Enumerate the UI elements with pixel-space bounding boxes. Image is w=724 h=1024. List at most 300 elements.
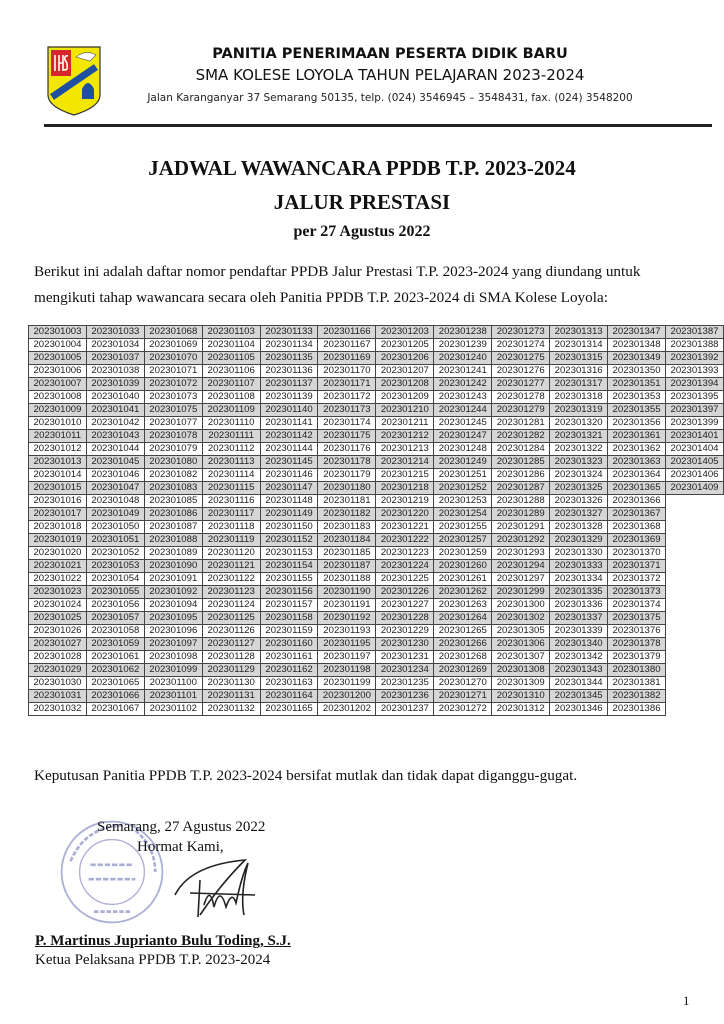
applicant-number-cell: 202301037 <box>86 352 144 365</box>
applicant-number-cell: 202301114 <box>202 469 260 482</box>
applicant-number-cell: 202301149 <box>260 508 318 521</box>
applicant-number-cell: 202301374 <box>608 599 666 612</box>
applicant-number-cell: 202301223 <box>376 547 434 560</box>
applicant-number-cell: 202301406 <box>666 469 724 482</box>
applicant-number-cell: 202301041 <box>86 404 144 417</box>
applicant-number-cell: 202301213 <box>376 443 434 456</box>
applicant-number-cell: 202301047 <box>86 482 144 495</box>
applicant-number-cell: 202301192 <box>318 612 376 625</box>
applicant-number-cell: 202301247 <box>434 430 492 443</box>
applicant-number-cell: 202301270 <box>434 677 492 690</box>
empty-cell <box>666 586 724 599</box>
applicant-number-cell: 202301254 <box>434 508 492 521</box>
applicant-number-cell: 202301073 <box>144 391 202 404</box>
applicant-number-cell: 202301015 <box>29 482 87 495</box>
applicant-number-cell: 202301347 <box>608 326 666 339</box>
table-row <box>29 391 724 404</box>
applicant-number-cell: 202301371 <box>608 560 666 573</box>
applicant-number-cell: 202301167 <box>318 339 376 352</box>
applicant-number-cell: 202301299 <box>492 586 550 599</box>
applicant-number-cell: 202301123 <box>202 586 260 599</box>
applicant-number-cell: 202301264 <box>434 612 492 625</box>
applicant-number-cell: 202301119 <box>202 534 260 547</box>
applicant-number-cell: 202301226 <box>376 586 434 599</box>
applicant-number-cell: 202301080 <box>144 456 202 469</box>
applicant-number-cell: 202301392 <box>666 352 724 365</box>
document-title: JADWAL WAWANCARA PPDB T.P. 2023-2024 <box>148 156 576 180</box>
applicant-number-cell: 202301282 <box>492 430 550 443</box>
applicant-number-cell: 202301062 <box>86 664 144 677</box>
applicant-number-cell: 202301350 <box>608 365 666 378</box>
applicant-number-cell: 202301108 <box>202 391 260 404</box>
applicant-number-cell: 202301245 <box>434 417 492 430</box>
applicant-number-cell: 202301129 <box>202 664 260 677</box>
applicant-number-cell: 202301139 <box>260 391 318 404</box>
applicant-number-cell: 202301224 <box>376 560 434 573</box>
applicant-number-cell: 202301337 <box>550 612 608 625</box>
applicant-number-cell: 202301067 <box>86 703 144 716</box>
handwritten-signature <box>170 855 260 925</box>
applicant-number-cell: 202301334 <box>550 573 608 586</box>
applicant-number-cell: 202301259 <box>434 547 492 560</box>
applicant-number-cell: 202301314 <box>550 339 608 352</box>
applicant-number-cell: 202301009 <box>29 404 87 417</box>
table-row <box>29 703 724 716</box>
applicant-number-cell: 202301193 <box>318 625 376 638</box>
applicant-number-cell: 202301082 <box>144 469 202 482</box>
applicant-number-cell: 202301225 <box>376 573 434 586</box>
applicant-number-cell: 202301161 <box>260 651 318 664</box>
applicant-number-cell: 202301340 <box>550 638 608 651</box>
applicant-number-cell: 202301335 <box>550 586 608 599</box>
empty-cell <box>666 625 724 638</box>
empty-cell <box>666 664 724 677</box>
applicant-number-cell: 202301375 <box>608 612 666 625</box>
applicant-number-cell: 202301072 <box>144 378 202 391</box>
applicant-number-cell: 202301079 <box>144 443 202 456</box>
document-date: per 27 Agustus 2022 <box>293 223 431 240</box>
empty-cell <box>666 599 724 612</box>
applicant-number-cell: 202301049 <box>86 508 144 521</box>
applicant-number-cell: 202301046 <box>86 469 144 482</box>
applicant-number-cell: 202301376 <box>608 625 666 638</box>
applicant-number-table <box>28 325 724 716</box>
applicant-number-cell: 202301137 <box>260 378 318 391</box>
table-row <box>29 404 724 417</box>
applicant-number-cell: 202301315 <box>550 352 608 365</box>
applicant-number-cell: 202301215 <box>376 469 434 482</box>
applicant-number-cell: 202301120 <box>202 547 260 560</box>
table-row <box>29 508 724 521</box>
applicant-number-cell: 202301279 <box>492 404 550 417</box>
applicant-number-cell: 202301013 <box>29 456 87 469</box>
applicant-number-cell: 202301052 <box>86 547 144 560</box>
empty-cell <box>666 573 724 586</box>
applicant-number-cell: 202301275 <box>492 352 550 365</box>
applicant-number-cell: 202301330 <box>550 547 608 560</box>
applicant-number-cell: 202301190 <box>318 586 376 599</box>
applicant-number-cell: 202301387 <box>666 326 724 339</box>
applicant-number-cell: 202301205 <box>376 339 434 352</box>
table-row <box>29 573 724 586</box>
applicant-number-cell: 202301118 <box>202 521 260 534</box>
applicant-number-cell: 202301206 <box>376 352 434 365</box>
applicant-number-cell: 202301409 <box>666 482 724 495</box>
applicant-number-cell: 202301349 <box>608 352 666 365</box>
applicant-number-cell: 202301160 <box>260 638 318 651</box>
applicant-number-cell: 202301248 <box>434 443 492 456</box>
applicant-number-cell: 202301306 <box>492 638 550 651</box>
applicant-number-cell: 202301188 <box>318 573 376 586</box>
applicant-number-cell: 202301182 <box>318 508 376 521</box>
applicant-number-cell: 202301176 <box>318 443 376 456</box>
applicant-number-cell: 202301169 <box>318 352 376 365</box>
table-row <box>29 521 724 534</box>
applicant-number-cell: 202301164 <box>260 690 318 703</box>
applicant-number-cell: 202301133 <box>260 326 318 339</box>
applicant-number-cell: 202301095 <box>144 612 202 625</box>
applicant-number-cell: 202301024 <box>29 599 87 612</box>
applicant-number-cell: 202301308 <box>492 664 550 677</box>
school-logo <box>46 45 102 117</box>
applicant-number-cell: 202301211 <box>376 417 434 430</box>
applicant-number-cell: 202301004 <box>29 339 87 352</box>
applicant-number-cell: 202301022 <box>29 573 87 586</box>
applicant-number-cell: 202301323 <box>550 456 608 469</box>
applicant-number-cell: 202301088 <box>144 534 202 547</box>
applicant-number-cell: 202301173 <box>318 404 376 417</box>
table-row <box>29 664 724 677</box>
applicant-number-cell: 202301379 <box>608 651 666 664</box>
applicant-number-cell: 202301054 <box>86 573 144 586</box>
applicant-number-cell: 202301125 <box>202 612 260 625</box>
applicant-number-cell: 202301386 <box>608 703 666 716</box>
applicant-number-cell: 202301070 <box>144 352 202 365</box>
table-row <box>29 599 724 612</box>
applicant-number-cell: 202301159 <box>260 625 318 638</box>
applicant-number-cell: 202301317 <box>550 378 608 391</box>
applicant-number-cell: 202301153 <box>260 547 318 560</box>
applicant-number-cell: 202301184 <box>318 534 376 547</box>
applicant-number-cell: 202301033 <box>86 326 144 339</box>
letterhead-organization: PANITIA PENERIMAAN PESERTA DIDIK BARU <box>212 46 568 62</box>
applicant-number-cell: 202301318 <box>550 391 608 404</box>
applicant-number-cell: 202301202 <box>318 703 376 716</box>
applicant-number-cell: 202301092 <box>144 586 202 599</box>
signatory-position: Ketua Pelaksana PPDB T.P. 2023-2024 <box>35 952 271 968</box>
applicant-number-cell: 202301085 <box>144 495 202 508</box>
applicant-number-cell: 202301181 <box>318 495 376 508</box>
applicant-number-cell: 202301345 <box>550 690 608 703</box>
applicant-number-cell: 202301263 <box>434 599 492 612</box>
applicant-number-cell: 202301044 <box>86 443 144 456</box>
applicant-number-cell: 202301381 <box>608 677 666 690</box>
applicant-number-cell: 202301136 <box>260 365 318 378</box>
applicant-number-cell: 202301405 <box>666 456 724 469</box>
applicant-number-cell: 202301021 <box>29 560 87 573</box>
applicant-number-cell: 202301113 <box>202 456 260 469</box>
applicant-number-cell: 202301361 <box>608 430 666 443</box>
applicant-number-cell: 202301380 <box>608 664 666 677</box>
table-row <box>29 326 724 339</box>
table-row <box>29 547 724 560</box>
applicant-number-cell: 202301166 <box>318 326 376 339</box>
intro-line-1: Berikut ini adalah daftar nomor pendaftar PPDB Jalur Prestasi T.P. 2023-2024 yang diundang untuk <box>34 263 641 280</box>
applicant-number-cell: 202301183 <box>318 521 376 534</box>
applicant-number-cell: 202301218 <box>376 482 434 495</box>
applicant-number-cell: 202301174 <box>318 417 376 430</box>
table-row <box>29 469 724 482</box>
applicant-number-cell: 202301363 <box>608 456 666 469</box>
applicant-number-cell: 202301231 <box>376 651 434 664</box>
applicant-number-cell: 202301307 <box>492 651 550 664</box>
applicant-number-cell: 202301239 <box>434 339 492 352</box>
applicant-number-cell: 202301229 <box>376 625 434 638</box>
applicant-number-cell: 202301066 <box>86 690 144 703</box>
applicant-number-cell: 202301346 <box>550 703 608 716</box>
applicant-number-cell: 202301238 <box>434 326 492 339</box>
applicant-number-cell: 202301069 <box>144 339 202 352</box>
document-subtitle: JALUR PRESTASI <box>273 190 451 214</box>
applicant-number-cell: 202301185 <box>318 547 376 560</box>
applicant-number-cell: 202301277 <box>492 378 550 391</box>
empty-cell <box>666 638 724 651</box>
applicant-number-cell: 202301107 <box>202 378 260 391</box>
applicant-number-cell: 202301075 <box>144 404 202 417</box>
applicant-number-cell: 202301017 <box>29 508 87 521</box>
applicant-number-cell: 202301370 <box>608 547 666 560</box>
applicant-number-cell: 202301373 <box>608 586 666 599</box>
applicant-number-cell: 202301212 <box>376 430 434 443</box>
applicant-number-cell: 202301281 <box>492 417 550 430</box>
applicant-number-cell: 202301025 <box>29 612 87 625</box>
applicant-number-cell: 202301109 <box>202 404 260 417</box>
applicant-number-cell: 202301367 <box>608 508 666 521</box>
applicant-number-cell: 202301039 <box>86 378 144 391</box>
applicant-number-cell: 202301289 <box>492 508 550 521</box>
applicant-number-cell: 202301261 <box>434 573 492 586</box>
applicant-number-cell: 202301042 <box>86 417 144 430</box>
applicant-number-cell: 202301102 <box>144 703 202 716</box>
applicant-number-cell: 202301339 <box>550 625 608 638</box>
applicant-number-cell: 202301237 <box>376 703 434 716</box>
table-row <box>29 352 724 365</box>
applicant-number-cell: 202301117 <box>202 508 260 521</box>
applicant-number-cell: 202301058 <box>86 625 144 638</box>
applicant-number-cell: 202301227 <box>376 599 434 612</box>
applicant-number-cell: 202301090 <box>144 560 202 573</box>
applicant-number-cell: 202301293 <box>492 547 550 560</box>
applicant-number-cell: 202301065 <box>86 677 144 690</box>
applicant-number-cell: 202301175 <box>318 430 376 443</box>
applicant-number-cell: 202301302 <box>492 612 550 625</box>
applicant-number-cell: 202301292 <box>492 534 550 547</box>
applicant-number-cell: 202301104 <box>202 339 260 352</box>
empty-cell <box>666 690 724 703</box>
applicant-number-cell: 202301353 <box>608 391 666 404</box>
applicant-number-cell: 202301356 <box>608 417 666 430</box>
applicant-number-cell: 202301325 <box>550 482 608 495</box>
table-row <box>29 443 724 456</box>
applicant-number-cell: 202301294 <box>492 560 550 573</box>
applicant-number-cell: 202301220 <box>376 508 434 521</box>
applicant-number-cell: 202301240 <box>434 352 492 365</box>
applicant-number-cell: 202301170 <box>318 365 376 378</box>
table-row <box>29 690 724 703</box>
applicant-number-cell: 202301112 <box>202 443 260 456</box>
table-row <box>29 456 724 469</box>
applicant-number-cell: 202301348 <box>608 339 666 352</box>
applicant-number-cell: 202301110 <box>202 417 260 430</box>
applicant-number-cell: 202301382 <box>608 690 666 703</box>
applicant-number-cell: 202301172 <box>318 391 376 404</box>
table-row <box>29 560 724 573</box>
applicant-number-cell: 202301235 <box>376 677 434 690</box>
applicant-number-cell: 202301333 <box>550 560 608 573</box>
table-row <box>29 430 724 443</box>
empty-cell <box>666 612 724 625</box>
applicant-number-cell: 202301310 <box>492 690 550 703</box>
applicant-number-cell: 202301368 <box>608 521 666 534</box>
applicant-number-cell: 202301273 <box>492 326 550 339</box>
applicant-number-cell: 202301285 <box>492 456 550 469</box>
applicant-number-cell: 202301003 <box>29 326 87 339</box>
applicant-number-cell: 202301336 <box>550 599 608 612</box>
applicant-number-cell: 202301068 <box>144 326 202 339</box>
applicant-number-cell: 202301214 <box>376 456 434 469</box>
applicant-number-cell: 202301078 <box>144 430 202 443</box>
applicant-number-cell: 202301366 <box>608 495 666 508</box>
applicant-number-cell: 202301249 <box>434 456 492 469</box>
applicant-number-cell: 202301260 <box>434 560 492 573</box>
applicant-number-cell: 202301087 <box>144 521 202 534</box>
applicant-number-cell: 202301364 <box>608 469 666 482</box>
closing-statement: Keputusan Panitia PPDB T.P. 2023-2024 bersifat mutlak dan tidak dapat diganggu-gugat. <box>34 767 578 784</box>
applicant-number-cell: 202301053 <box>86 560 144 573</box>
applicant-number-cell: 202301222 <box>376 534 434 547</box>
applicant-number-cell: 202301045 <box>86 456 144 469</box>
applicant-number-cell: 202301134 <box>260 339 318 352</box>
applicant-number-cell: 202301262 <box>434 586 492 599</box>
applicant-number-cell: 202301157 <box>260 599 318 612</box>
page-number: 1 <box>683 993 690 1008</box>
applicant-number-cell: 202301122 <box>202 573 260 586</box>
table-row <box>29 417 724 430</box>
applicant-number-cell: 202301288 <box>492 495 550 508</box>
applicant-number-cell: 202301300 <box>492 599 550 612</box>
applicant-number-cell: 202301144 <box>260 443 318 456</box>
applicant-number-cell: 202301210 <box>376 404 434 417</box>
applicant-number-cell: 202301316 <box>550 365 608 378</box>
applicant-number-cell: 202301010 <box>29 417 87 430</box>
applicant-number-cell: 202301322 <box>550 443 608 456</box>
applicant-number-cell: 202301154 <box>260 560 318 573</box>
header-divider <box>44 124 712 127</box>
table-row <box>29 651 724 664</box>
empty-cell <box>666 560 724 573</box>
table-row <box>29 339 724 352</box>
applicant-number-cell: 202301199 <box>318 677 376 690</box>
applicant-number-cell: 202301393 <box>666 365 724 378</box>
applicant-number-cell: 202301155 <box>260 573 318 586</box>
applicant-number-cell: 202301152 <box>260 534 318 547</box>
applicant-number-cell: 202301178 <box>318 456 376 469</box>
applicant-number-cell: 202301276 <box>492 365 550 378</box>
applicant-number-cell: 202301156 <box>260 586 318 599</box>
applicant-number-cell: 202301158 <box>260 612 318 625</box>
table-row <box>29 625 724 638</box>
applicant-number-cell: 202301329 <box>550 534 608 547</box>
applicant-number-cell: 202301244 <box>434 404 492 417</box>
signatory-name: P. Martinus Juprianto Bulu Toding, S.J. <box>35 933 291 949</box>
applicant-number-cell: 202301208 <box>376 378 434 391</box>
applicant-number-cell: 202301313 <box>550 326 608 339</box>
applicant-number-cell: 202301007 <box>29 378 87 391</box>
applicant-number-cell: 202301265 <box>434 625 492 638</box>
applicant-number-cell: 202301326 <box>550 495 608 508</box>
applicant-number-cell: 202301271 <box>434 690 492 703</box>
applicant-number-cell: 202301086 <box>144 508 202 521</box>
applicant-number-cell: 202301061 <box>86 651 144 664</box>
applicant-number-cell: 202301096 <box>144 625 202 638</box>
applicant-number-cell: 202301038 <box>86 365 144 378</box>
applicant-number-cell: 202301031 <box>29 690 87 703</box>
applicant-number-cell: 202301142 <box>260 430 318 443</box>
table-row <box>29 586 724 599</box>
applicant-number-cell: 202301029 <box>29 664 87 677</box>
applicant-number-cell: 202301171 <box>318 378 376 391</box>
applicant-number-cell: 202301012 <box>29 443 87 456</box>
table-row <box>29 612 724 625</box>
applicant-number-cell: 202301312 <box>492 703 550 716</box>
applicant-number-cell: 202301207 <box>376 365 434 378</box>
table-row <box>29 378 724 391</box>
applicant-number-cell: 202301287 <box>492 482 550 495</box>
applicant-number-cell: 202301251 <box>434 469 492 482</box>
applicant-number-cell: 202301327 <box>550 508 608 521</box>
applicant-number-cell: 202301147 <box>260 482 318 495</box>
applicant-number-cell: 202301268 <box>434 651 492 664</box>
applicant-number-cell: 202301124 <box>202 599 260 612</box>
table-row <box>29 638 724 651</box>
applicant-number-cell: 202301200 <box>318 690 376 703</box>
applicant-number-cell: 202301059 <box>86 638 144 651</box>
applicant-number-cell: 202301098 <box>144 651 202 664</box>
applicant-number-cell: 202301399 <box>666 417 724 430</box>
applicant-number-cell: 202301111 <box>202 430 260 443</box>
applicant-number-cell: 202301228 <box>376 612 434 625</box>
applicant-number-cell: 202301006 <box>29 365 87 378</box>
applicant-number-cell: 202301230 <box>376 638 434 651</box>
applicant-number-cell: 202301305 <box>492 625 550 638</box>
applicant-number-cell: 202301195 <box>318 638 376 651</box>
applicant-number-cell: 202301005 <box>29 352 87 365</box>
applicant-number-cell: 202301234 <box>376 664 434 677</box>
applicant-number-cell: 202301342 <box>550 651 608 664</box>
empty-cell <box>666 508 724 521</box>
applicant-number-cell: 202301395 <box>666 391 724 404</box>
applicant-number-cell: 202301014 <box>29 469 87 482</box>
applicant-number-cell: 202301028 <box>29 651 87 664</box>
applicant-number-cell: 202301115 <box>202 482 260 495</box>
empty-cell <box>666 534 724 547</box>
applicant-number-cell: 202301140 <box>260 404 318 417</box>
table-row <box>29 365 724 378</box>
table-row <box>29 534 724 547</box>
applicant-number-cell: 202301365 <box>608 482 666 495</box>
applicant-number-cell: 202301404 <box>666 443 724 456</box>
applicant-number-cell: 202301252 <box>434 482 492 495</box>
